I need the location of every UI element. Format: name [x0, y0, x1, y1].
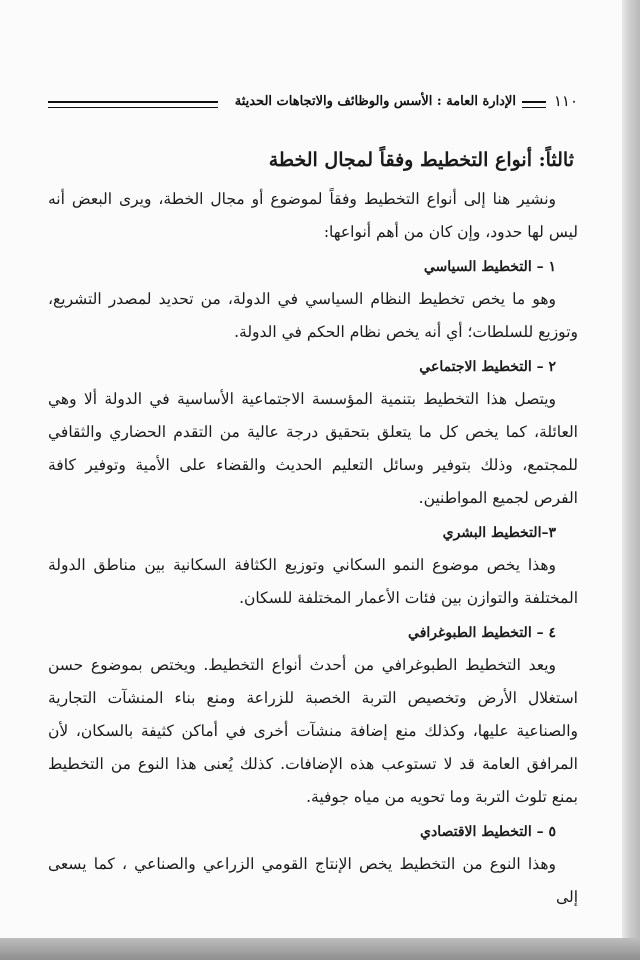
subheading-political: ١ – التخطيط السياسي [423, 259, 556, 275]
running-header [48, 92, 578, 116]
subheading-topographic: ٤ – التخطيط الطبوغرافي [408, 625, 556, 641]
page-number: ١١٠ [553, 92, 578, 110]
section-intro: ونشير هنا إلى أنواع التخطيط وفقاً لموضوع أو مجال الخطة، ويرى البعض أنه ليس لها حدود، وإن كان من أهم أنواعها: [48, 190, 578, 241]
bottom-shadow [0, 938, 640, 960]
page-stack-edge [622, 0, 640, 940]
paragraph-political: وهو ما يخص تخطيط النظام السياسي في الدولة، من تحديد لمصدر التشريع، وتوزيع للسلطات؛ أي أنه يخص نظام الحكم في الدولة. [48, 290, 578, 341]
paragraph-topographic: ويعد التخطيط الطبوغرافي من أحدث أنواع التخطيط. ويختص بموضوع حسن استغلال الأرض وتخصيص التربة الخصبة للزراعة ومنع بناء المنشآت التجارية والصناعية عليها، وكذلك منع إضافة منشآت أخرى في أماكن كثيفة بالسكان، لأن المرافق العامة قد لا تستوعب هذه الإضافات. كذلك يُعنى هذا النوع من التخطيط بمنع تلوث التربة وما تحويه من مياه جوفية. [48, 656, 578, 806]
paragraph-social: ويتصل هذا التخطيط بتنمية المؤسسة الاجتماعية الأساسية في الدولة ألا وهي العائلة، كما يخص كل ما يتعلق بتحقيق درجة عالية من التقدم الحضاري والثقافي للمجتمع، وذلك بتوفير وسائل التعليم الحديث والقضاء على الأمية وتوفير كافة الفرص لجميع المواطنين. [48, 390, 578, 507]
subheading-economic: ٥ – التخطيط الاقتصادي [420, 824, 556, 840]
header-rule-left [48, 101, 218, 108]
header-rule-right [522, 101, 546, 108]
page-body [48, 145, 578, 914]
subheading-human: ٣–التخطيط البشري [442, 525, 556, 541]
running-title: الإدارة العامة : الأسس والوظائف والاتجاهات الحديثة [234, 94, 516, 109]
subheading-social: ٢ – التخطيط الاجتماعي [419, 359, 556, 375]
paragraph-human: وهذا يخص موضوع النمو السكاني وتوزيع الكثافة السكانية بين مناطق الدولة المختلفة والتوازن بين فئات الأعمار المختلفة للسكان. [48, 556, 578, 607]
paragraph-economic: وهذا النوع من التخطيط يخص الإنتاج القومي الزراعي والصناعي ، كما يسعى إلى [48, 855, 578, 906]
section-title: ثالثاً: أنواع التخطيط وفقاً لمجال الخطة [268, 149, 574, 171]
